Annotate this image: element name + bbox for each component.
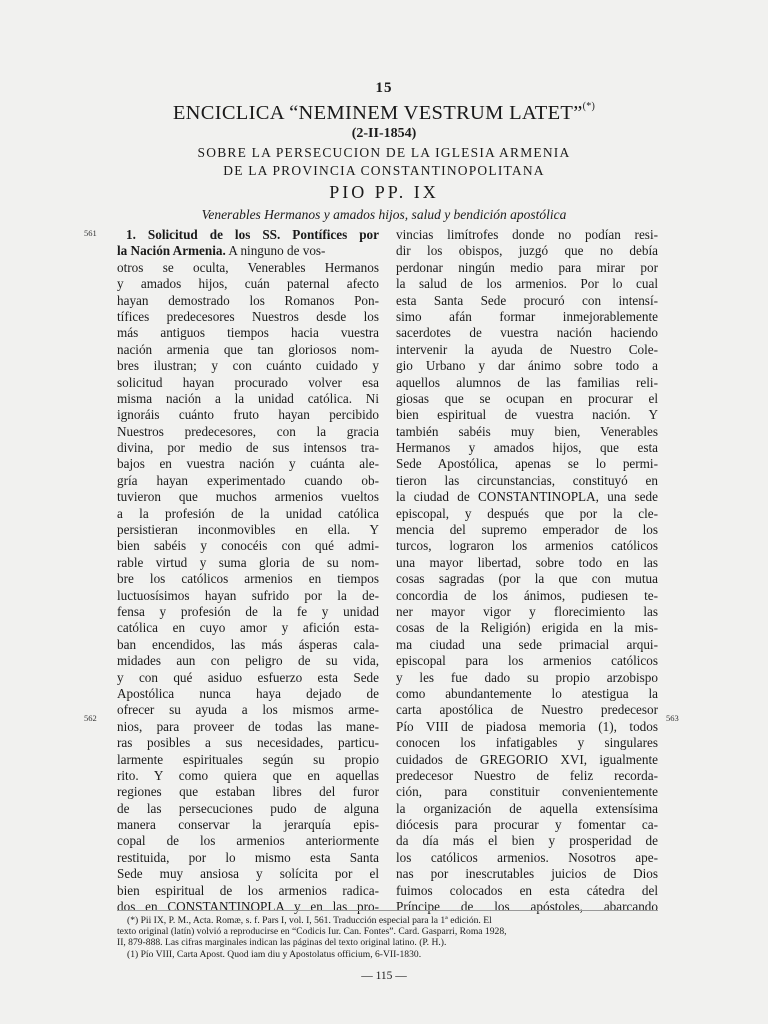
right-column-line: simo afán formar inmejorablemente [396, 308, 658, 324]
left-column-line: persistieran inconmovibles en ella. Y [117, 522, 379, 538]
encyclical-date: (2-II-1854) [351, 126, 417, 141]
right-column-line: Sede Apostólica, apenas se lo permi- [396, 456, 658, 472]
left-column-line: fensa y profesión de la fe y unidad [117, 603, 379, 619]
left-column-line: ras posibles a sus necesidades, particu- [117, 735, 379, 751]
subtitle-line-2: DE LA PROVINCIA CONSTANTINOPOLITANA [223, 163, 545, 178]
left-column-line: restituida, por lo mismo esta Santa [117, 849, 379, 865]
left-column-line: tuvieron que muchos armenios vueltos [117, 489, 379, 505]
section-heading-line-2 [117, 243, 379, 259]
left-column-line: y con qué asiduo esfuerzo esta Sede [117, 669, 379, 685]
right-column-line: nas por inescrutables juicios de Dios [396, 866, 658, 882]
left-column-line: solicitud hayan procurado volver esa [117, 374, 379, 390]
left-column-line: católica en cuyo amor y afición esta- [117, 620, 379, 636]
right-column-line: bien espiritual de vuestra nación. Y [396, 407, 658, 423]
left-column-line: bre los católicos armenios en tiempos [117, 571, 379, 587]
right-column-line: gio Urbano y dar ánimo sobre todo a [396, 358, 658, 374]
left-column-line: hayan demostrado los Romanos Pon- [117, 292, 379, 308]
right-column-line: episcopal para los armenios católicos [396, 653, 658, 669]
section-heading-part-2: la Nación Armenia. [117, 243, 226, 259]
margin-number-563: 563 [666, 713, 679, 723]
section-heading-line-1 [117, 227, 379, 243]
right-column-line: concordia de los ánimos, pudiesen te- [396, 587, 658, 603]
right-column-line: la ciudad de CONSTANTINOPLA, una sede [396, 489, 658, 505]
footnotes-block [117, 915, 658, 960]
title-text: ENCICLICA “NEMINEM VESTRUM LATET” [172, 102, 583, 124]
left-column-line: misma nación a la unidad católica. Ni [117, 390, 379, 406]
right-column-line: una mayor libertad, sobre todo en las [396, 554, 658, 570]
right-column-line: intervenir la ayuda de Nuestro Cole- [396, 341, 658, 357]
margin-number-561: 561 [84, 228, 97, 238]
right-column-line: episcopal, y después que por la cle- [396, 505, 658, 521]
left-column-line: dos en CONSTANTINOPLA y en las pro- [117, 899, 379, 915]
right-column-line: cosas de la Religión) erigida en la mis- [396, 620, 658, 636]
left-column-line: Nuestros predecesores, con la gracia [117, 423, 379, 439]
right-column-line: tieron las circunstancias, constituyó en [396, 472, 658, 488]
greeting-line: Venerables Hermanos y amados hijos, salud y bendición apostólica [201, 207, 567, 222]
right-column-line: esta Santa Sede procuró con intensí- [396, 292, 658, 308]
left-column-line: midades aun con peligro de su vida, [117, 653, 379, 669]
right-column-line: ma ciudad una sede primacial arqui- [396, 636, 658, 652]
footnote-line: texto original (latín) volvió a reproducirse en “Codicis Iur. Can. Fontes”. Card. Gasparri, Roma 1928, [117, 926, 507, 938]
left-text-column [117, 227, 379, 915]
right-column-line: perdonar ningún medio para mirar por [396, 259, 658, 275]
left-column-line: ignoráis cuánto fruto hayan percibido [117, 407, 379, 423]
subtitle-line-1: SOBRE LA PERSECUCION DE LA IGLESIA ARMENIA [197, 145, 571, 160]
footnote-divider [117, 910, 658, 911]
document-number: 15 [375, 80, 393, 96]
right-column-line: también sabéis muy bien, Venerables [396, 423, 658, 439]
footnote-line: II, 879-888. Las cifras marginales indican las páginas del texto original latino. (P. H.). [117, 937, 447, 949]
right-column-line: cuidados de GREGORIO XVI, igualmente [396, 751, 658, 767]
right-column-line: Hermanos y amados hijos, que esta [396, 440, 658, 456]
left-column-line: larmente espirituales según su propio [117, 751, 379, 767]
footnote-line: (1) Pío VIII, Carta Apost. Quod iam diu y Apostolatus officium, 6-VII-1830. [127, 948, 422, 960]
page-number: — 115 — [361, 970, 407, 982]
left-column-line: a la profesión de la unidad católica [117, 505, 379, 521]
left-column-line: otros se oculta, Venerables Hermanos [117, 259, 379, 275]
left-column-line: copal de los armenios anteriormente [117, 833, 379, 849]
right-column-line: aquellos alumnos de las familias reli- [396, 374, 658, 390]
right-column-line: predecesor Nuestro de feliz recorda- [396, 767, 658, 783]
right-column-line: Pío VIII de piadosa memoria (1), todos [396, 718, 658, 734]
encyclical-title [0, 101, 768, 125]
footnote-line: (*) Pii IX, P. M., Acta. Romæ, s. f. Pars I, vol. I, 561. Traducción especial para la 1ª edición. El [127, 915, 492, 926]
left-column-line: tífices predecesores Nuestros desde los [117, 308, 379, 324]
right-column-line: conocen los infatigables y singulares [396, 735, 658, 751]
left-column-line: rito. Y como quiera que en aquellas [117, 767, 379, 783]
title-footnote-mark: (*) [582, 101, 596, 112]
right-column-line: ner mayor vigor y florecimiento las [396, 603, 658, 619]
section-number: 1. [126, 227, 136, 242]
left-column-line: ofrecer su ayuda a los mismos arme- [117, 702, 379, 718]
section-heading-part-1: Solicitud de los SS. Pontífices por [147, 227, 380, 242]
left-column-line: más antiguos tiempos hacia vuestra [117, 325, 379, 341]
right-column-line: vincias limítrofes donde no podían resi- [396, 227, 658, 242]
right-column-line: giosas que se ocupan en procurar el [396, 390, 658, 406]
left-column-line: Sede muy ansiosa y solícita por el [117, 866, 379, 882]
right-text-column [396, 227, 658, 915]
right-column-line: Príncipe de los apóstoles, abarcando [396, 899, 658, 915]
left-column-line: gría hayan experimentado cuando ob- [117, 472, 379, 488]
left-column-line: bien sabéis y conocéis con qué admi- [117, 538, 379, 554]
right-column-line: carta apostólica de Nuestro predecesor [396, 702, 658, 718]
left-column-line: de las persecuciones pudo de alguna [117, 800, 379, 816]
right-column-line: dir los obispos, juzgó que no debía [396, 243, 658, 259]
pope-name: PIO PP. IX [329, 182, 439, 202]
left-column-line: luctuosísimos hayan sufrido por la de- [117, 587, 379, 603]
left-column-line: Apostólica nunca haya dejado de [117, 685, 379, 701]
right-column-line: diócesis para procurar y fomentar ca- [396, 817, 658, 833]
right-column-line: la organización de aquella extensísima [396, 800, 658, 816]
right-column-line: sacerdotes de vuestra nación haciendo [396, 325, 658, 341]
right-column-line: como abundantemente lo atestigua la [396, 685, 658, 701]
right-column-line: turcos, lograron los armenios católicos [396, 538, 658, 554]
left-column-line: rable virtud y suma gloria de su nom- [117, 554, 379, 570]
margin-number-562: 562 [84, 713, 97, 723]
left-column-line: manera conservar la jerarquía epis- [117, 817, 379, 833]
right-column-line: y les fue dado su propio arzobispo [396, 669, 658, 685]
right-column-line: la salud de los armenios. Por lo cual [396, 276, 658, 292]
right-column-line: mencia del supremo emperador de los [396, 522, 658, 538]
left-column-line: bajos en vuestra nación y cuánta ale- [117, 456, 379, 472]
left-column-line: nación armenia que tan gloriosos nom- [117, 341, 379, 357]
right-column-line: da día más el bien y prosperidad de [396, 833, 658, 849]
left-column-line: bres ilustran; y con cuánto cuidado y [117, 358, 379, 374]
left-column-line: bien espiritual de los armenios radica- [117, 882, 379, 898]
left-column-line: nios, para proveer de todas las mane- [117, 718, 379, 734]
right-column-line: fuimos colocados en esta cátedra del [396, 882, 658, 898]
left-column-line: regiones que estaban libres del furor [117, 784, 379, 800]
left-column-line: A ninguno de vos- [225, 243, 326, 259]
left-column-line: divina, por medio de sus intensos tra- [117, 440, 379, 456]
left-column-line: y amados hijos, cuán paternal afecto [117, 276, 379, 292]
right-column-line: cosas sagradas (por la que con mutua [396, 571, 658, 587]
left-column-line: ban encendidos, las más ásperas cala- [117, 636, 379, 652]
right-column-line: los católicos armenios. Nosotros ape- [396, 849, 658, 865]
right-column-line: ción, para constituir convenientemente [396, 784, 658, 800]
